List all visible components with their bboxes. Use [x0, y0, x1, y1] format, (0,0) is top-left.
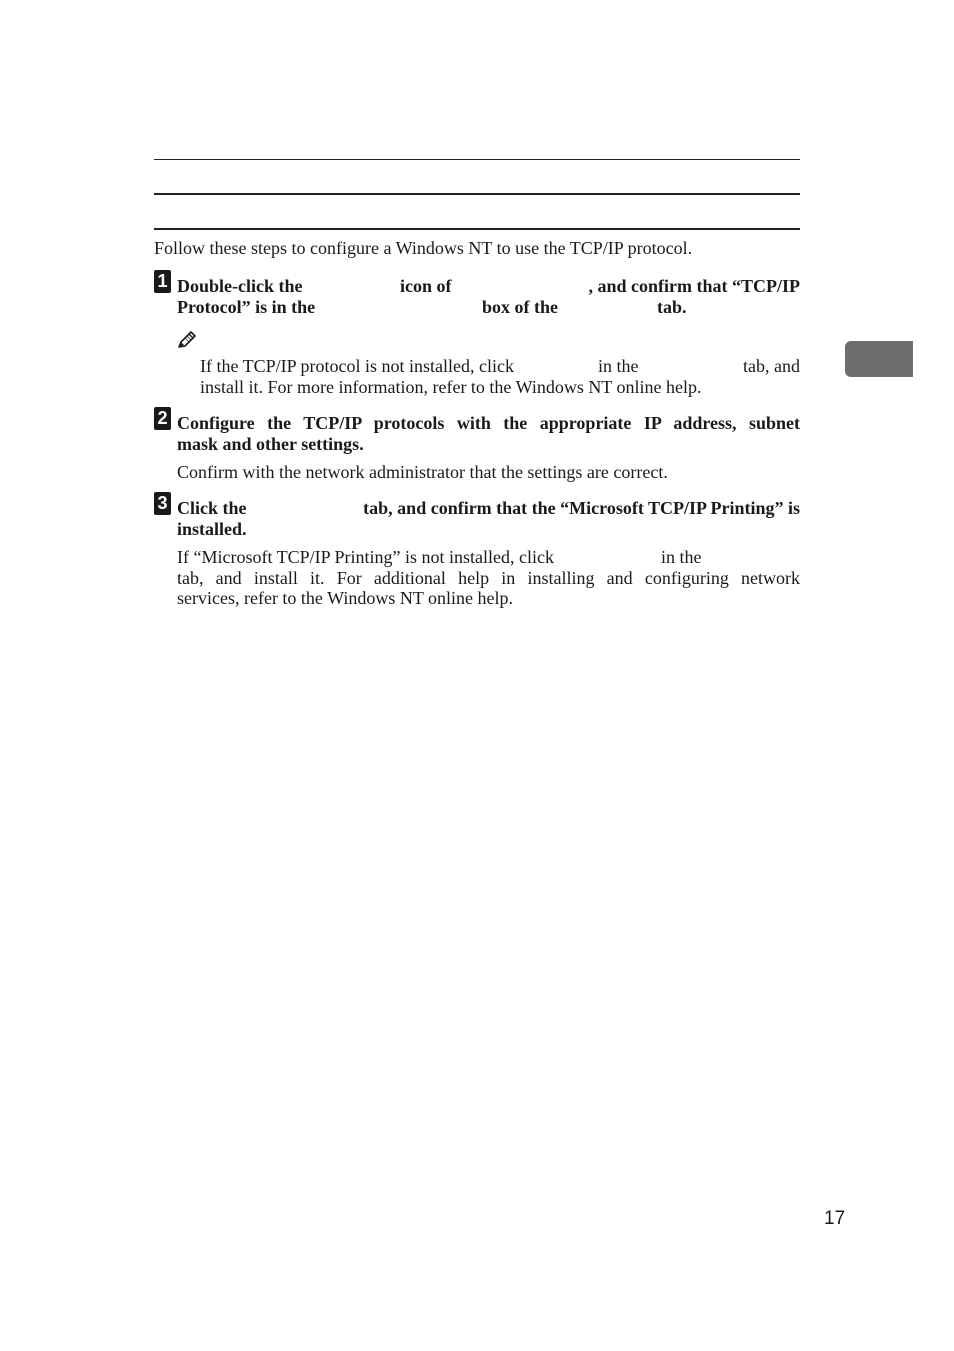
- header-rule-bottom: [154, 228, 800, 230]
- chapter-side-tab: [845, 341, 913, 377]
- header-rule-top: [154, 159, 800, 160]
- note-text-a: If the TCP/IP protocol is not installed, click: [200, 356, 514, 376]
- note-line-2: install it. For more information, refer to the Windows NT online help.: [200, 377, 702, 397]
- step-1-number: 1: [154, 270, 171, 293]
- step-2-number: 2: [154, 407, 171, 430]
- step-1-text-b: icon of: [400, 276, 452, 296]
- step-3-text-b: tab, and confirm that the “Microsoft TCP/IP Printing” is: [363, 498, 800, 518]
- intro-text: Follow these steps to configure a Windows NT to use the TCP/IP protocol.: [154, 238, 693, 258]
- note-text-b: in the: [598, 356, 639, 376]
- step-3-body-line-2: tab, and install it. For additional help in installing and configuring network: [177, 568, 800, 588]
- step-1-text-a: Double-click the: [177, 276, 303, 296]
- step-2-line-2: mask and other settings.: [177, 434, 364, 454]
- page-number: 17: [824, 1208, 846, 1229]
- step-3-number: 3: [154, 492, 171, 515]
- step-2-body: Confirm with the network administrator that the settings are correct.: [177, 462, 668, 482]
- header-rule-middle: [154, 193, 800, 195]
- step-1-text-c: , and confirm that “TCP/IP: [588, 276, 800, 296]
- step-1-text-e: box of the: [482, 297, 558, 317]
- note-text-c: tab, and: [743, 356, 800, 376]
- step-3-text-a: Click the: [177, 498, 247, 518]
- pencil-icon: [176, 330, 198, 350]
- step-3-line-2: installed.: [177, 519, 247, 539]
- step-1-text-f: tab.: [657, 297, 687, 317]
- step-1-text-d: Protocol” is in the: [177, 297, 316, 317]
- step-3-body-text-a: If “Microsoft TCP/IP Printing” is not installed, click: [177, 547, 554, 567]
- step-2-line-1: Configure the TCP/IP protocols with the appropriate IP address, subnet: [177, 413, 800, 433]
- step-3-body-text-b: in the: [661, 547, 702, 567]
- step-3-body-line-3: services, refer to the Windows NT online help.: [177, 588, 514, 608]
